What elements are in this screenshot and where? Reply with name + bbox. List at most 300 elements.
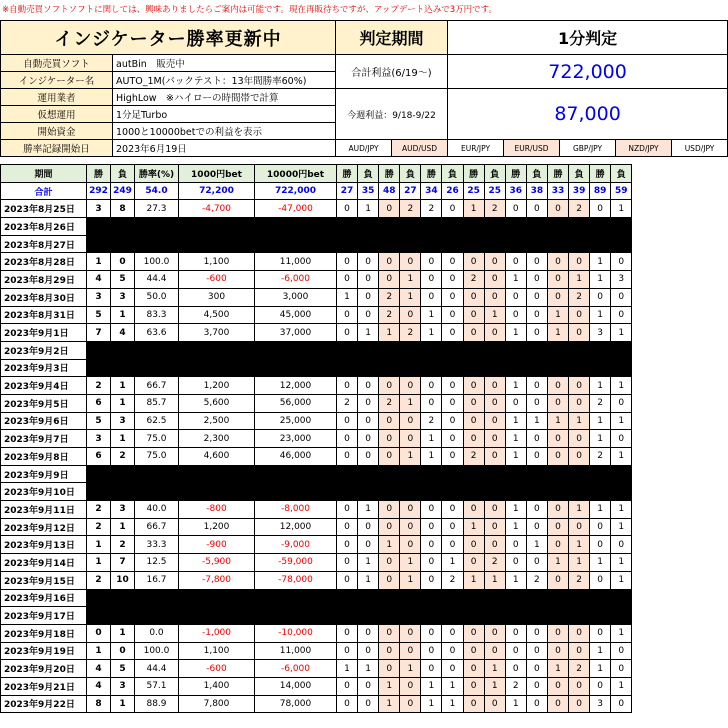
table-cell: 0 bbox=[569, 377, 590, 395]
table-cell: 0 bbox=[337, 200, 358, 218]
table-cell: 2 bbox=[400, 200, 421, 218]
table-cell: 1 bbox=[611, 624, 632, 642]
table-cell: 2 bbox=[590, 394, 611, 412]
table-cell: 0 bbox=[337, 271, 358, 289]
table-cell: 7 bbox=[87, 324, 111, 342]
table-cell: 0 bbox=[379, 501, 400, 519]
table-cell: 3 bbox=[111, 288, 135, 306]
table-row bbox=[1, 465, 632, 483]
total-cell: 38 bbox=[526, 182, 547, 200]
table-cell: 1 bbox=[569, 271, 590, 289]
table-cell: 2 bbox=[379, 306, 400, 324]
column-header: 負 bbox=[484, 165, 505, 183]
table-cell: 1 bbox=[111, 377, 135, 395]
table-cell: 0 bbox=[526, 518, 547, 536]
info-value: autBin 販売中 bbox=[113, 55, 336, 72]
table-cell: 1 bbox=[379, 695, 400, 713]
table-cell: 2 bbox=[569, 288, 590, 306]
table-cell: 0 bbox=[611, 536, 632, 554]
row-date: 2023年9月13日 bbox=[1, 536, 87, 554]
table-cell: 0 bbox=[526, 624, 547, 642]
table-cell: 1 bbox=[111, 394, 135, 412]
table-cell: 83.3 bbox=[135, 306, 179, 324]
row-date: 2023年9月5日 bbox=[1, 394, 87, 412]
total-cell: 722,000 bbox=[255, 182, 337, 200]
row-date: 2023年8月29日 bbox=[1, 271, 87, 289]
table-cell: 0 bbox=[400, 642, 421, 660]
table-cell: 1 bbox=[505, 271, 526, 289]
table-cell: 0 bbox=[400, 306, 421, 324]
table-cell: 1 bbox=[590, 377, 611, 395]
blank-cell bbox=[87, 235, 337, 253]
table-cell: 23,000 bbox=[255, 430, 337, 448]
table-cell: 56,000 bbox=[255, 394, 337, 412]
table-cell: 1 bbox=[358, 501, 379, 519]
table-cell: 1 bbox=[590, 253, 611, 271]
table-cell: 0 bbox=[569, 695, 590, 713]
table-cell: 0 bbox=[442, 501, 463, 519]
blank-cell bbox=[337, 359, 632, 377]
table-cell: 0 bbox=[337, 624, 358, 642]
table-cell: 0 bbox=[337, 536, 358, 554]
table-cell: 2 bbox=[505, 677, 526, 695]
blank-cell bbox=[337, 589, 632, 607]
table-cell: 0 bbox=[358, 412, 379, 430]
table-cell: 0 bbox=[463, 536, 484, 554]
table-cell: 0 bbox=[526, 200, 547, 218]
table-cell: 0 bbox=[526, 660, 547, 678]
info-value: AUTO_1M(バックテスト：13年間勝率60%) bbox=[113, 72, 336, 89]
table-cell: 0 bbox=[400, 677, 421, 695]
row-date: 2023年9月7日 bbox=[1, 430, 87, 448]
table-cell: 2 bbox=[526, 571, 547, 589]
table-cell: 0 bbox=[547, 430, 568, 448]
table-cell: 5 bbox=[87, 306, 111, 324]
total-cell: 34 bbox=[421, 182, 442, 200]
table-cell: 63.6 bbox=[135, 324, 179, 342]
table-cell: 0 bbox=[379, 554, 400, 572]
pair-header: NZD/JPY bbox=[616, 140, 672, 157]
table-cell: 0 bbox=[442, 624, 463, 642]
table-cell: 0 bbox=[569, 394, 590, 412]
table-cell: 1 bbox=[463, 200, 484, 218]
row-date: 2023年8月30日 bbox=[1, 288, 87, 306]
table-cell: 1 bbox=[87, 642, 111, 660]
table-cell: 0 bbox=[337, 412, 358, 430]
table-cell: 0 bbox=[547, 288, 568, 306]
table-cell: 0 bbox=[442, 324, 463, 342]
table-cell: 0 bbox=[379, 430, 400, 448]
table-cell: 0 bbox=[358, 377, 379, 395]
table-cell: 1 bbox=[505, 518, 526, 536]
row-date: 2023年8月25日 bbox=[1, 200, 87, 218]
table-cell: 100.0 bbox=[135, 253, 179, 271]
table-cell: 1 bbox=[505, 501, 526, 519]
table-cell: 0 bbox=[484, 377, 505, 395]
table-cell: 0 bbox=[505, 642, 526, 660]
table-cell: 1 bbox=[400, 448, 421, 466]
total-cell: 25 bbox=[484, 182, 505, 200]
table-cell: 0 bbox=[505, 554, 526, 572]
period-label: 判定期間 bbox=[336, 21, 448, 55]
table-cell: 0 bbox=[358, 394, 379, 412]
table-cell: 4 bbox=[87, 677, 111, 695]
table-cell: 0 bbox=[358, 695, 379, 713]
total-row bbox=[1, 182, 632, 200]
table-cell: 0 bbox=[463, 642, 484, 660]
table-cell: 1 bbox=[337, 660, 358, 678]
table-cell: 0 bbox=[611, 695, 632, 713]
table-cell: 0 bbox=[358, 271, 379, 289]
table-cell: 3,000 bbox=[255, 288, 337, 306]
results-table bbox=[0, 164, 632, 713]
table-cell: 2,500 bbox=[179, 412, 255, 430]
blank-cell bbox=[337, 235, 632, 253]
table-cell: 0 bbox=[526, 554, 547, 572]
table-cell: 0 bbox=[421, 624, 442, 642]
table-cell: 0 bbox=[337, 377, 358, 395]
table-cell: 12,000 bbox=[255, 377, 337, 395]
total-cell: 39 bbox=[569, 182, 590, 200]
blank-cell bbox=[337, 607, 632, 625]
table-cell: 6 bbox=[87, 448, 111, 466]
blank-cell bbox=[337, 341, 632, 359]
table-cell: 0 bbox=[358, 624, 379, 642]
table-cell: 0 bbox=[421, 642, 442, 660]
table-cell: 1 bbox=[379, 677, 400, 695]
table-row bbox=[1, 554, 632, 572]
table-cell: 0 bbox=[421, 518, 442, 536]
row-date: 2023年9月16日 bbox=[1, 589, 87, 607]
table-cell: 1 bbox=[484, 677, 505, 695]
row-date: 2023年8月31日 bbox=[1, 306, 87, 324]
table-cell: 0 bbox=[526, 430, 547, 448]
table-cell: 8 bbox=[111, 200, 135, 218]
table-cell: 0 bbox=[400, 253, 421, 271]
table-cell: 1 bbox=[611, 448, 632, 466]
info-label: 仮想運用 bbox=[1, 106, 113, 123]
column-header: 負 bbox=[358, 165, 379, 183]
table-cell: 33.3 bbox=[135, 536, 179, 554]
table-cell: 0 bbox=[337, 695, 358, 713]
table-cell: 10 bbox=[111, 571, 135, 589]
table-cell: -6,000 bbox=[255, 271, 337, 289]
table-cell: 1 bbox=[358, 554, 379, 572]
table-cell: 100.0 bbox=[135, 642, 179, 660]
pair-header: AUD/JPY bbox=[336, 140, 392, 157]
total-cell: 27 bbox=[337, 182, 358, 200]
table-cell: 0 bbox=[337, 642, 358, 660]
table-cell: 1 bbox=[358, 571, 379, 589]
table-cell: 66.7 bbox=[135, 518, 179, 536]
table-cell: 4,600 bbox=[179, 448, 255, 466]
table-cell: 0 bbox=[337, 571, 358, 589]
table-cell: 0 bbox=[547, 518, 568, 536]
table-cell: 0 bbox=[569, 624, 590, 642]
table-cell: 1 bbox=[505, 324, 526, 342]
table-row bbox=[1, 218, 632, 236]
row-date: 2023年9月6日 bbox=[1, 412, 87, 430]
table-cell: 2 bbox=[111, 536, 135, 554]
table-cell: 2 bbox=[421, 412, 442, 430]
table-cell: 0 bbox=[547, 501, 568, 519]
table-cell: 0 bbox=[337, 430, 358, 448]
table-cell: 0 bbox=[337, 324, 358, 342]
table-cell: 0 bbox=[569, 518, 590, 536]
table-cell: 1 bbox=[463, 518, 484, 536]
table-cell: 1 bbox=[111, 518, 135, 536]
table-cell: 0 bbox=[505, 200, 526, 218]
table-cell: 50.0 bbox=[135, 288, 179, 306]
table-cell: 0 bbox=[526, 642, 547, 660]
table-cell: 0 bbox=[337, 253, 358, 271]
row-date: 2023年9月20日 bbox=[1, 660, 87, 678]
table-row bbox=[1, 394, 632, 412]
table-cell: 0 bbox=[379, 660, 400, 678]
table-cell: 1 bbox=[400, 288, 421, 306]
table-cell: 1 bbox=[590, 430, 611, 448]
notice-text: ※自動売買ソフトソフトに関しては、興味ありましたらご案内は可能です。現在再販待ちですが、アップデート込みで3万円です。 bbox=[2, 5, 497, 15]
total-cell: 25 bbox=[463, 182, 484, 200]
column-header: 勝 bbox=[421, 165, 442, 183]
table-cell: 8 bbox=[87, 695, 111, 713]
table-cell: 2 bbox=[590, 448, 611, 466]
table-cell: 0 bbox=[111, 253, 135, 271]
table-cell: 1 bbox=[442, 677, 463, 695]
table-row bbox=[1, 448, 632, 466]
table-cell: 0 bbox=[526, 253, 547, 271]
table-cell: 0 bbox=[569, 430, 590, 448]
row-date: 2023年9月3日 bbox=[1, 359, 87, 377]
table-cell: 0 bbox=[547, 642, 568, 660]
table-cell: 0 bbox=[442, 642, 463, 660]
table-cell: 1 bbox=[505, 695, 526, 713]
table-cell: 1 bbox=[87, 554, 111, 572]
table-cell: 0 bbox=[484, 271, 505, 289]
table-cell: 0 bbox=[400, 518, 421, 536]
table-cell: 1 bbox=[421, 677, 442, 695]
row-date: 2023年8月26日 bbox=[1, 218, 87, 236]
table-cell: 1 bbox=[87, 536, 111, 554]
table-cell: 0 bbox=[463, 288, 484, 306]
total-cell: 249 bbox=[111, 182, 135, 200]
table-cell: 0 bbox=[611, 288, 632, 306]
table-cell: 14,000 bbox=[255, 677, 337, 695]
total-profit-label: 合計利益(6/19〜) bbox=[336, 55, 448, 89]
table-cell: 0 bbox=[400, 412, 421, 430]
row-date: 2023年9月8日 bbox=[1, 448, 87, 466]
total-cell: 35 bbox=[358, 182, 379, 200]
row-date: 2023年8月27日 bbox=[1, 235, 87, 253]
total-cell: 48 bbox=[379, 182, 400, 200]
info-label: インジケーター名 bbox=[1, 72, 113, 89]
table-cell: 4 bbox=[87, 271, 111, 289]
table-cell: 1 bbox=[379, 324, 400, 342]
table-cell: 0 bbox=[337, 677, 358, 695]
table-cell: -600 bbox=[179, 660, 255, 678]
table-cell: 2 bbox=[379, 394, 400, 412]
table-cell: 0 bbox=[358, 536, 379, 554]
table-cell: 7 bbox=[111, 554, 135, 572]
table-cell: 0 bbox=[358, 306, 379, 324]
table-cell: 0 bbox=[547, 377, 568, 395]
column-header: 期間 bbox=[1, 165, 87, 183]
table-cell: 1 bbox=[442, 554, 463, 572]
table-cell: 0 bbox=[379, 271, 400, 289]
table-cell: -7,800 bbox=[179, 571, 255, 589]
table-cell: 0 bbox=[547, 253, 568, 271]
table-cell: 0 bbox=[611, 642, 632, 660]
table-cell: 1 bbox=[569, 412, 590, 430]
table-cell: 0 bbox=[463, 306, 484, 324]
table-cell: 0 bbox=[484, 412, 505, 430]
table-cell: 3 bbox=[87, 288, 111, 306]
table-cell: 1 bbox=[611, 554, 632, 572]
table-cell: 0 bbox=[400, 430, 421, 448]
table-cell: 1 bbox=[421, 306, 442, 324]
table-cell: 0 bbox=[569, 642, 590, 660]
column-header: 勝 bbox=[337, 165, 358, 183]
table-cell: 1 bbox=[611, 571, 632, 589]
table-cell: 1 bbox=[590, 412, 611, 430]
table-cell: 2 bbox=[111, 448, 135, 466]
table-cell: -8,000 bbox=[255, 501, 337, 519]
table-row bbox=[1, 677, 632, 695]
total-cell: 33 bbox=[547, 182, 568, 200]
table-cell: 44.4 bbox=[135, 271, 179, 289]
table-cell: 0 bbox=[442, 200, 463, 218]
table-cell: 0 bbox=[590, 624, 611, 642]
table-cell: -5,900 bbox=[179, 554, 255, 572]
info-label: 勝率記録開始日 bbox=[1, 140, 113, 157]
info-label: 運用業者 bbox=[1, 89, 113, 106]
table-cell: 1 bbox=[379, 536, 400, 554]
week-profit-value: 87,000 bbox=[448, 89, 728, 140]
pair-header: EUR/USD bbox=[504, 140, 560, 157]
table-cell: 1 bbox=[611, 412, 632, 430]
table-cell: 1 bbox=[590, 660, 611, 678]
table-cell: 0.0 bbox=[135, 624, 179, 642]
table-cell: 1 bbox=[421, 324, 442, 342]
column-header: 勝 bbox=[505, 165, 526, 183]
total-cell: 89 bbox=[590, 182, 611, 200]
table-cell: 3,700 bbox=[179, 324, 255, 342]
row-date: 2023年9月1日 bbox=[1, 324, 87, 342]
table-cell: 0 bbox=[421, 536, 442, 554]
table-cell: 2 bbox=[87, 377, 111, 395]
row-date: 2023年8月28日 bbox=[1, 253, 87, 271]
table-cell: 0 bbox=[337, 518, 358, 536]
table-cell: 0 bbox=[505, 288, 526, 306]
table-cell: 66.7 bbox=[135, 377, 179, 395]
row-date: 2023年9月11日 bbox=[1, 501, 87, 519]
info-label: 自動売買ソフト bbox=[1, 55, 113, 72]
table-cell: 1 bbox=[505, 430, 526, 448]
table-cell: 0 bbox=[442, 394, 463, 412]
table-cell: 0 bbox=[379, 253, 400, 271]
table-cell: 0 bbox=[484, 448, 505, 466]
table-cell: 0 bbox=[505, 660, 526, 678]
total-profit-value: 722,000 bbox=[448, 55, 728, 89]
table-cell: 6 bbox=[87, 394, 111, 412]
table-cell: 1 bbox=[484, 306, 505, 324]
table-cell: 0 bbox=[358, 448, 379, 466]
table-cell: 0 bbox=[421, 394, 442, 412]
table-cell: 0 bbox=[421, 660, 442, 678]
table-cell: 3 bbox=[111, 501, 135, 519]
table-cell: 16.7 bbox=[135, 571, 179, 589]
table-cell: 0 bbox=[337, 501, 358, 519]
table-cell: 0 bbox=[547, 448, 568, 466]
table-cell: -9,000 bbox=[255, 536, 337, 554]
table-cell: 1 bbox=[484, 571, 505, 589]
table-row bbox=[1, 501, 632, 519]
table-cell: 11,000 bbox=[255, 253, 337, 271]
table-cell: -47,000 bbox=[255, 200, 337, 218]
table-cell: 1 bbox=[526, 412, 547, 430]
table-cell: 0 bbox=[526, 306, 547, 324]
table-row bbox=[1, 660, 632, 678]
table-cell: 0 bbox=[547, 394, 568, 412]
table-cell: -600 bbox=[179, 271, 255, 289]
column-header: 勝 bbox=[379, 165, 400, 183]
table-cell: 1 bbox=[111, 306, 135, 324]
table-cell: 12.5 bbox=[135, 554, 179, 572]
info-label: 開始資金 bbox=[1, 123, 113, 140]
table-cell: 0 bbox=[611, 253, 632, 271]
table-cell: 2,300 bbox=[179, 430, 255, 448]
table-cell: 0 bbox=[111, 642, 135, 660]
table-cell: 0 bbox=[547, 624, 568, 642]
table-cell: 0 bbox=[400, 695, 421, 713]
table-cell: 2 bbox=[569, 571, 590, 589]
table-cell: 1 bbox=[547, 412, 568, 430]
row-date: 2023年9月19日 bbox=[1, 642, 87, 660]
table-cell: 1 bbox=[590, 306, 611, 324]
table-cell: 25,000 bbox=[255, 412, 337, 430]
table-cell: 1,400 bbox=[179, 677, 255, 695]
table-cell: 1 bbox=[590, 271, 611, 289]
table-row bbox=[1, 483, 632, 501]
table-row bbox=[1, 642, 632, 660]
table-cell: 1 bbox=[400, 271, 421, 289]
page-title: インジケーター勝率更新中 bbox=[1, 21, 336, 55]
table-cell: 45,000 bbox=[255, 306, 337, 324]
table-cell: 0 bbox=[547, 695, 568, 713]
table-cell: 1 bbox=[611, 518, 632, 536]
table-cell: 0 bbox=[526, 271, 547, 289]
table-cell: 0 bbox=[463, 377, 484, 395]
table-cell: 1 bbox=[358, 200, 379, 218]
period-value: 1分判定 bbox=[448, 21, 728, 55]
row-date: 2023年9月22日 bbox=[1, 695, 87, 713]
table-cell: 2 bbox=[400, 324, 421, 342]
table-cell: 0 bbox=[400, 377, 421, 395]
table-cell: 0 bbox=[505, 306, 526, 324]
table-cell: 1 bbox=[611, 501, 632, 519]
table-header-row bbox=[1, 165, 632, 183]
table-row bbox=[1, 607, 632, 625]
table-cell: 0 bbox=[442, 430, 463, 448]
table-cell: -1,000 bbox=[179, 624, 255, 642]
table-cell: 0 bbox=[569, 324, 590, 342]
blank-cell bbox=[337, 483, 632, 501]
total-cell: 26 bbox=[442, 182, 463, 200]
table-cell: 75.0 bbox=[135, 448, 179, 466]
table-cell: 0 bbox=[484, 695, 505, 713]
table-row bbox=[1, 253, 632, 271]
row-date: 2023年9月9日 bbox=[1, 465, 87, 483]
